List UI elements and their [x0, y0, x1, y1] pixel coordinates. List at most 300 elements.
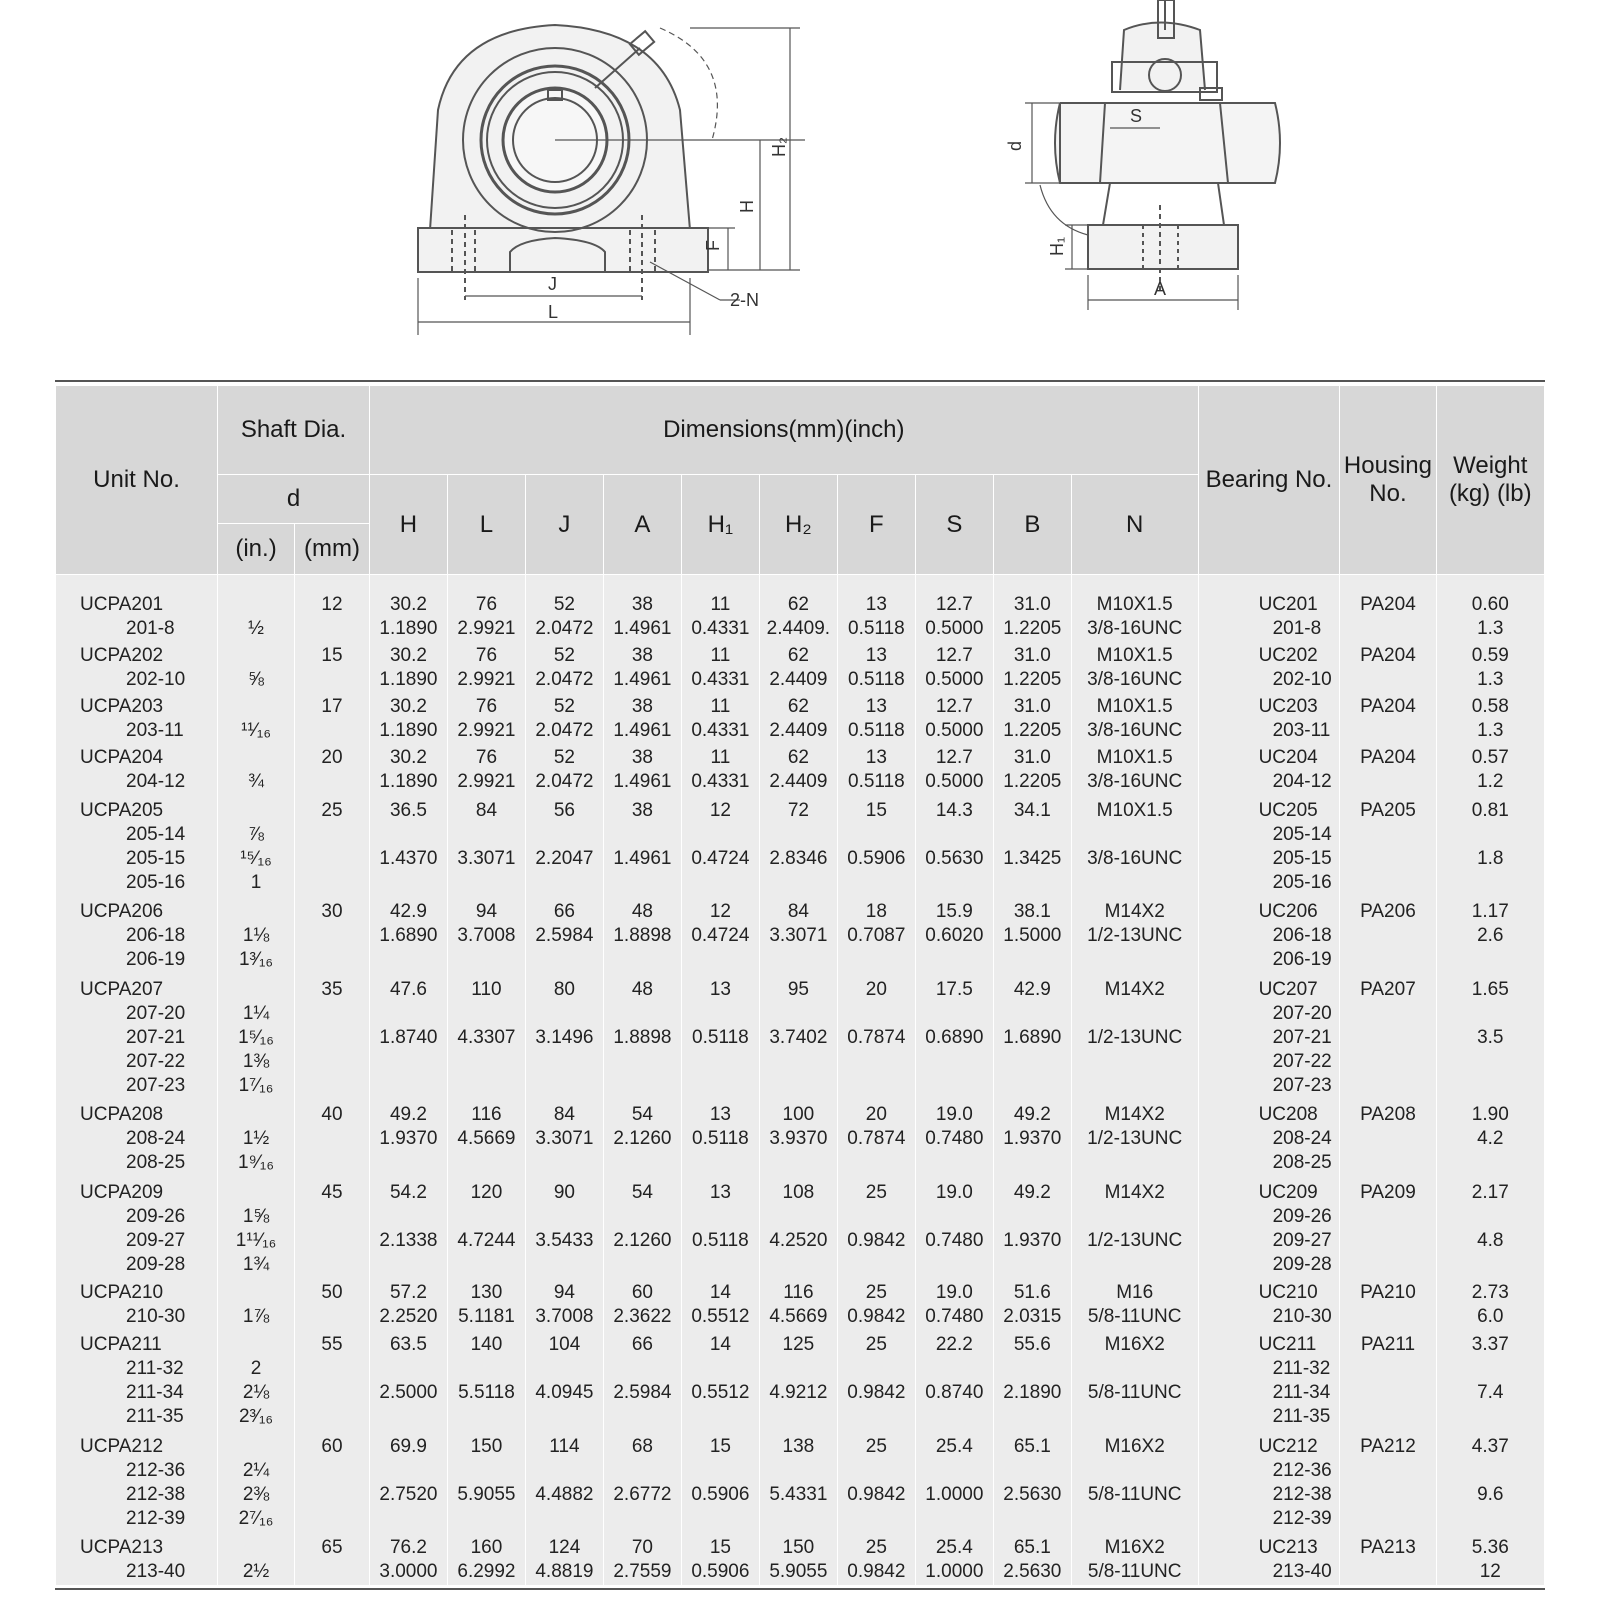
- cell-dim-b: [993, 694, 1071, 745]
- cell-line: UC207: [1258, 978, 1318, 1000]
- cell-housing-no: [1340, 898, 1436, 974]
- header-dimensions: Dimensions(mm)(inch): [369, 386, 1198, 475]
- cell-line: 1.1890: [379, 669, 438, 691]
- cell-line: PA212: [1360, 1436, 1416, 1458]
- cell-line: ⅝: [248, 669, 264, 691]
- cell-line: 2.9921: [457, 720, 516, 742]
- cell-line: M10X1.5: [1096, 593, 1173, 615]
- cell-dim-h: [369, 1178, 447, 1280]
- cell-line: 120: [470, 1181, 503, 1203]
- cell-line: [1072, 1205, 1198, 1229]
- cell-dim-h2: [759, 575, 837, 643]
- cell-line: [1340, 1229, 1435, 1253]
- cell-line: [295, 1253, 369, 1277]
- cell-line: UC209: [1258, 1181, 1318, 1203]
- cell-line: [760, 1459, 837, 1483]
- cell-shaft-mm: [295, 796, 370, 898]
- cell-line: [760, 1050, 837, 1074]
- cell-line: 1.1890: [379, 617, 438, 639]
- cell-line: 206-19: [126, 948, 186, 970]
- cell-line: 150: [470, 1436, 503, 1458]
- cell-dim-a: [603, 1432, 681, 1534]
- cell-line: 12: [1479, 1560, 1501, 1582]
- cell-line: 76: [475, 645, 498, 667]
- cell-weight: [1436, 1178, 1544, 1280]
- cell-line: [1072, 1405, 1198, 1429]
- cell-dim-n: [1071, 898, 1198, 974]
- cell-line: 0.9842: [847, 1484, 906, 1506]
- cell-line: 17.5: [935, 978, 973, 1000]
- cell-line: 1.4961: [613, 720, 672, 742]
- cell-dim-j: [525, 974, 603, 1101]
- cell-line: 205-14: [126, 823, 186, 845]
- table-header: [56, 386, 1545, 575]
- cell-line: [682, 1002, 759, 1026]
- cell-line: 60: [321, 1436, 343, 1458]
- cell-line: 90: [553, 1181, 575, 1203]
- cell-line: [1072, 1253, 1198, 1277]
- cell-line: 138: [782, 1436, 815, 1458]
- cell-line: 1.8: [1477, 847, 1504, 869]
- cell-line: [1340, 1459, 1435, 1483]
- cell-line: [838, 1405, 915, 1429]
- cell-line: 203-11: [126, 720, 184, 742]
- header-shaft-dia: Shaft Dia.: [218, 386, 370, 475]
- cell-line: 207-20: [1272, 1002, 1332, 1024]
- cell-line: 213-40: [126, 1560, 186, 1582]
- cell-housing-no: [1340, 694, 1436, 745]
- cell-line: PA209: [1360, 1181, 1416, 1203]
- cell-line: 65: [321, 1536, 343, 1558]
- cell-weight: [1436, 1330, 1544, 1432]
- cell-line: [1340, 1381, 1435, 1405]
- cell-dim-a: [603, 1534, 681, 1585]
- cell-line: 104: [548, 1334, 581, 1356]
- cell-line: 25: [865, 1536, 887, 1558]
- cell-line: 25.4: [935, 1436, 973, 1458]
- cell-bearing-no: [1198, 1178, 1340, 1280]
- cell-line: 45: [321, 1181, 343, 1203]
- cell-line: 70: [631, 1536, 653, 1558]
- cell-line: 0.57: [1471, 747, 1509, 769]
- cell-housing-no: [1340, 643, 1436, 694]
- cell-line: [295, 871, 369, 895]
- cell-line: 0.5118: [848, 771, 905, 793]
- cell-shaft-in: [218, 796, 295, 898]
- cell-line: M14X2: [1104, 900, 1165, 922]
- cell-line: [295, 1560, 369, 1584]
- cell-line: 4.4882: [535, 1484, 594, 1506]
- cell-line: 9.6: [1477, 1484, 1504, 1506]
- cell-dim-j: [525, 1279, 603, 1330]
- cell-line: 1.8740: [379, 1026, 438, 1048]
- cell-shaft-in: [218, 974, 295, 1101]
- drawing-svg: [0, 0, 1600, 370]
- cell-line: 30.2: [389, 645, 427, 667]
- cell-line: [1340, 1483, 1435, 1507]
- cell-line: [526, 871, 603, 895]
- cell-dim-f: [837, 745, 915, 796]
- cell-housing-no: [1340, 1178, 1436, 1280]
- cell-line: 150: [782, 1536, 815, 1558]
- cell-dim-a: [603, 1330, 681, 1432]
- cell-housing-no: [1340, 1432, 1436, 1534]
- cell-line: 212-38: [1272, 1484, 1332, 1506]
- cell-line: 25: [865, 1281, 887, 1303]
- cell-line: 1.8898: [613, 1026, 672, 1048]
- cell-dim-l: [447, 745, 525, 796]
- cell-line: 49.2: [1013, 1104, 1051, 1126]
- cell-line: 206-18: [126, 924, 186, 946]
- cell-line: M10X1.5: [1096, 696, 1173, 718]
- cell-line: [760, 1074, 837, 1098]
- table-row: [56, 575, 1545, 643]
- cell-line: [448, 1074, 525, 1098]
- cell-unit-no: [56, 745, 218, 796]
- cell-dim-h: [369, 575, 447, 643]
- cell-dim-l: [447, 1330, 525, 1432]
- cell-line: [370, 823, 447, 847]
- cell-line: [604, 948, 681, 972]
- cell-line: 211-32: [1272, 1358, 1331, 1380]
- cell-line: 62: [787, 593, 809, 615]
- cell-line: 1.17: [1471, 900, 1509, 922]
- cell-line: [218, 644, 294, 668]
- cell-line: 1.4961: [613, 771, 672, 793]
- cell-line: UC210: [1258, 1281, 1318, 1303]
- cell-line: 42.9: [1013, 978, 1051, 1000]
- cell-line: [1437, 1459, 1544, 1483]
- cell-line: [295, 948, 369, 972]
- cell-dim-a: [603, 796, 681, 898]
- cell-line: 20: [321, 747, 343, 769]
- cell-line: [526, 1050, 603, 1074]
- cell-line: [218, 1333, 294, 1357]
- cell-shaft-mm: [295, 745, 370, 796]
- cell-line: 52: [553, 696, 575, 718]
- header-unit-no: Unit No.: [56, 386, 218, 575]
- cell-shaft-mm: [295, 1101, 370, 1177]
- cell-dim-h1: [681, 1178, 759, 1280]
- header-a: A: [603, 475, 681, 575]
- cell-line: 2¼: [242, 1460, 270, 1482]
- header-in: (in.): [218, 524, 295, 575]
- cell-line: 2.7520: [379, 1484, 438, 1506]
- cell-line: 40: [321, 1104, 343, 1126]
- cell-line: 1.6890: [379, 924, 438, 946]
- cell-line: M10X1.5: [1096, 747, 1173, 769]
- cell-bearing-no: [1198, 1279, 1340, 1330]
- header-b: B: [993, 475, 1071, 575]
- cell-line: [370, 1205, 447, 1229]
- cell-line: 2.4409.: [766, 617, 831, 639]
- cell-line: 212-39: [1272, 1508, 1332, 1530]
- cell-line: 2.1260: [613, 1229, 672, 1251]
- cell-line: 38: [631, 799, 653, 821]
- cell-line: [1437, 1205, 1544, 1229]
- cell-line: 207-22: [126, 1050, 186, 1072]
- cell-line: PA205: [1360, 799, 1416, 821]
- cell-dim-f: [837, 974, 915, 1101]
- cell-dim-h1: [681, 694, 759, 745]
- cell-line: 1.0000: [925, 1560, 984, 1582]
- cell-line: [1072, 1074, 1198, 1098]
- cell-line: 94: [475, 900, 498, 922]
- cell-bearing-no: [1198, 1101, 1340, 1177]
- cell-weight: [1436, 1279, 1544, 1330]
- cell-line: 1⅝: [242, 1205, 270, 1227]
- cell-line: [370, 1507, 447, 1531]
- cell-line: 3.5433: [535, 1229, 594, 1251]
- header-s: S: [915, 475, 993, 575]
- cell-dim-h1: [681, 1279, 759, 1330]
- cell-line: 4.37: [1471, 1436, 1509, 1458]
- cell-line: 14: [709, 1281, 731, 1303]
- cell-line: 207-21: [126, 1026, 186, 1048]
- cell-line: [370, 1459, 447, 1483]
- cell-line: 5.9055: [457, 1484, 516, 1506]
- cell-line: 1⁹⁄₁₆: [238, 1152, 274, 1174]
- cell-line: [916, 1507, 993, 1531]
- cell-line: 0.4331: [691, 669, 750, 691]
- cell-weight: [1436, 1432, 1544, 1534]
- cell-dim-l: [447, 575, 525, 643]
- cell-line: [295, 1205, 369, 1229]
- cell-dim-h1: [681, 974, 759, 1101]
- cell-shaft-mm: [295, 643, 370, 694]
- cell-line: [838, 1253, 915, 1277]
- cell-dim-s: [915, 1279, 993, 1330]
- cell-line: 108: [782, 1181, 815, 1203]
- cell-line: [838, 1507, 915, 1531]
- cell-shaft-mm: [295, 1178, 370, 1280]
- cell-line: 203-11: [1272, 720, 1331, 742]
- cell-shaft-in: [218, 745, 295, 796]
- cell-line: 3.3071: [457, 847, 516, 869]
- cell-line: M16X2: [1104, 1334, 1165, 1356]
- cell-line: 13: [709, 1104, 731, 1126]
- cell-line: 7.4: [1477, 1382, 1504, 1404]
- cell-dim-a: [603, 745, 681, 796]
- cell-weight: [1436, 1101, 1544, 1177]
- cell-line: 2.2047: [535, 847, 594, 869]
- cell-line: 31.0: [1013, 593, 1051, 615]
- cell-line: 212-38: [126, 1484, 186, 1506]
- cell-dim-s: [915, 1101, 993, 1177]
- cell-line: [218, 593, 294, 617]
- cell-line: 210-30: [126, 1305, 186, 1327]
- cell-dim-f: [837, 1279, 915, 1330]
- cell-line: PA208: [1360, 1104, 1416, 1126]
- cell-line: 4.2520: [769, 1229, 828, 1251]
- cell-line: 5.1181: [458, 1305, 515, 1327]
- cell-unit-no: [56, 1101, 218, 1177]
- cell-line: [916, 1405, 993, 1429]
- dimensions-table: [55, 385, 1545, 1585]
- cell-line: [838, 823, 915, 847]
- header-l: L: [447, 475, 525, 575]
- cell-line: 76: [475, 747, 498, 769]
- cell-line: 4.2: [1477, 1128, 1504, 1150]
- cell-line: [760, 1002, 837, 1026]
- cell-line: 84: [553, 1104, 575, 1126]
- cell-line: 50: [321, 1281, 343, 1303]
- cell-line: [448, 1253, 525, 1277]
- cell-line: [448, 1507, 525, 1531]
- cell-dim-h2: [759, 745, 837, 796]
- cell-line: 1: [250, 871, 262, 893]
- cell-dim-l: [447, 796, 525, 898]
- cell-line: [448, 871, 525, 895]
- cell-line: 72: [787, 799, 809, 821]
- cell-dim-h2: [759, 1101, 837, 1177]
- cell-line: [682, 871, 759, 895]
- cell-line: [1072, 871, 1198, 895]
- cell-line: 0.4331: [691, 617, 750, 639]
- cell-dim-b: [993, 974, 1071, 1101]
- cell-line: [370, 1074, 447, 1098]
- cell-line: [1437, 1253, 1544, 1277]
- cell-line: 140: [470, 1334, 503, 1356]
- cell-dim-n: [1071, 694, 1198, 745]
- cell-line: 13: [709, 1181, 731, 1203]
- cell-dim-f: [837, 694, 915, 745]
- cell-line: 3.7008: [457, 924, 516, 946]
- cell-line: PA210: [1360, 1281, 1416, 1303]
- cell-line: 19.0: [935, 1181, 973, 1203]
- cell-shaft-in: [218, 1432, 295, 1534]
- cell-line: [1437, 1050, 1544, 1074]
- cell-line: 3.1496: [535, 1026, 594, 1048]
- header-d: d: [218, 475, 370, 524]
- cell-dim-h2: [759, 1534, 837, 1585]
- cell-dim-j: [525, 745, 603, 796]
- table-top-border: [55, 380, 1545, 382]
- cell-line: [760, 1253, 837, 1277]
- cell-line: [526, 1405, 603, 1429]
- cell-line: 48: [631, 900, 653, 922]
- cell-line: 1⅛: [242, 924, 270, 946]
- cell-dim-f: [837, 643, 915, 694]
- cell-dim-h1: [681, 796, 759, 898]
- cell-line: [760, 1405, 837, 1429]
- cell-line: UCPA204: [80, 747, 164, 769]
- cell-line: [526, 1074, 603, 1098]
- cell-line: [218, 746, 294, 770]
- cell-line: [760, 1205, 837, 1229]
- cell-shaft-mm: [295, 1330, 370, 1432]
- cell-housing-no: [1340, 1330, 1436, 1432]
- cell-dim-f: [837, 1101, 915, 1177]
- cell-dim-h: [369, 745, 447, 796]
- cell-line: 54: [631, 1104, 653, 1126]
- cell-line: 4.9212: [769, 1382, 828, 1404]
- cell-line: [295, 1381, 369, 1405]
- cell-line: 2.7559: [613, 1560, 672, 1582]
- cell-line: [1340, 668, 1435, 692]
- cell-line: 1/2-13UNC: [1087, 1026, 1183, 1048]
- cell-line: 1.3425: [1003, 847, 1062, 869]
- cell-line: 54.2: [389, 1181, 427, 1203]
- cell-line: 1.0000: [925, 1484, 984, 1506]
- cell-line: [760, 1151, 837, 1175]
- header-h2: H₂: [759, 475, 837, 575]
- cell-line: [994, 1002, 1071, 1026]
- cell-line: 2.8346: [769, 847, 828, 869]
- cell-dim-h2: [759, 1432, 837, 1534]
- cell-line: 0.5118: [848, 617, 905, 639]
- cell-line: UC211: [1258, 1334, 1317, 1356]
- cell-line: 0.5630: [925, 847, 984, 869]
- cell-line: 14: [709, 1334, 731, 1356]
- cell-line: [682, 1074, 759, 1098]
- cell-dim-l: [447, 1101, 525, 1177]
- cell-line: 205-16: [126, 871, 186, 893]
- cell-line: 0.5118: [848, 669, 905, 691]
- cell-line: 38: [631, 645, 653, 667]
- cell-line: 1.2205: [1003, 720, 1062, 742]
- cell-line: 0.4331: [691, 720, 750, 742]
- cell-line: [1340, 1357, 1435, 1381]
- cell-line: 48: [631, 978, 653, 1000]
- cell-line: [916, 1253, 993, 1277]
- cell-line: 208-24: [126, 1128, 186, 1150]
- header-bearing-no: Bearing No.: [1198, 386, 1340, 575]
- cell-line: M16X2: [1104, 1536, 1165, 1558]
- cell-line: 209-28: [126, 1253, 186, 1275]
- cell-dim-b: [993, 1101, 1071, 1177]
- cell-line: 207-23: [126, 1074, 186, 1096]
- cell-bearing-no: [1198, 643, 1340, 694]
- cell-dim-j: [525, 1432, 603, 1534]
- cell-line: [1340, 770, 1435, 794]
- cell-line: 209-27: [126, 1229, 186, 1251]
- cell-line: [218, 1103, 294, 1127]
- cell-line: [526, 823, 603, 847]
- cell-dim-h: [369, 643, 447, 694]
- cell-line: 68: [631, 1436, 653, 1458]
- cell-line: 210-30: [1272, 1305, 1332, 1327]
- cell-line: [916, 1357, 993, 1381]
- cell-line: [604, 1357, 681, 1381]
- cell-line: 209-26: [1272, 1205, 1332, 1227]
- cell-bearing-no: [1198, 974, 1340, 1101]
- cell-line: 2³⁄₁₆: [238, 1406, 274, 1428]
- cell-line: [448, 1002, 525, 1026]
- cell-line: 207-23: [1272, 1074, 1332, 1096]
- cell-bearing-no: [1198, 1432, 1340, 1534]
- cell-line: [448, 1459, 525, 1483]
- cell-unit-no: [56, 974, 218, 1101]
- cell-line: 52: [553, 645, 575, 667]
- cell-dim-f: [837, 1178, 915, 1280]
- cell-line: 1/2-13UNC: [1087, 1229, 1183, 1251]
- cell-line: [370, 871, 447, 895]
- cell-dim-b: [993, 898, 1071, 974]
- cell-line: M10X1.5: [1096, 799, 1173, 821]
- cell-line: [682, 1253, 759, 1277]
- cell-line: 3/8-16UNC: [1087, 617, 1183, 639]
- cell-bearing-no: [1198, 898, 1340, 974]
- cell-line: 2.5630: [1003, 1560, 1062, 1582]
- cell-line: 205-14: [1272, 823, 1332, 845]
- cell-line: [370, 948, 447, 972]
- cell-line: UCPA210: [80, 1281, 164, 1303]
- cell-line: 3/8-16UNC: [1087, 771, 1183, 793]
- cell-line: 1.2: [1477, 771, 1504, 793]
- cell-line: UC202: [1258, 645, 1318, 667]
- cell-line: 3.37: [1471, 1334, 1509, 1356]
